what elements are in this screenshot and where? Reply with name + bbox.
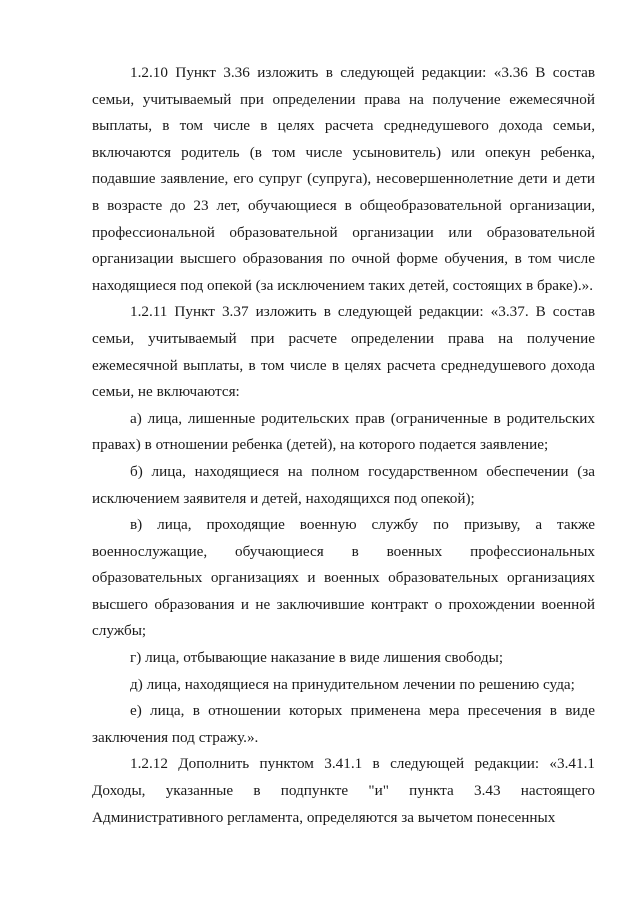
paragraph-1-2-12: 1.2.12 Дополнить пунктом 3.41.1 в следующей редакции: «3.41.1 Доходы, указанные в подпункте "и" пункта 3.43 настоящего Административного регламента, определяются за вычетом понесенных	[92, 755, 595, 826]
list-item-g: г) лица, отбывающие наказание в виде лишения свободы;	[130, 649, 504, 667]
list-item-d: д) лица, находящиеся на принудительном лечении по решению суда;	[130, 675, 575, 693]
list-item-a: а) лица, лишенные родительских прав (ограниченные в родительских правах) в отношении ребенка (детей), на которого подается заявление;	[92, 409, 595, 454]
paragraph-1-2-10: 1.2.10 Пункт 3.36 изложить в следующей редакции: «3.36 В состав семьи, учитываемый при определении права на получение ежемесячной выплаты, в том числе в целях расчета среднедушевого дохода семьи, включаются родитель (в том числе усыновитель) или опекун ребенка, подавшие заявление, его супруг (супруга), несовершеннолетние дети и дети в возрасте до 23 лет, обучающиеся в общеобразовательной организации, профессиональной образовательной организации или образовательной организации высшего образования по очной форме обучения, в том числе находящиеся под опекой (за исключением таких детей, состоящих в браке).».	[92, 64, 595, 294]
list-item-v: в) лица, проходящие военную службу по призыву, а также военнослужащие, обучающиеся в военных профессиональных образовательных организациях и военных образовательных организациях высшего образования и не заключившие контракт о прохождении военной службы;	[92, 516, 595, 640]
document-body	[92, 60, 595, 831]
list-item-e: е) лица, в отношении которых применена мера пресечения в виде заключения под стражу.».	[92, 702, 595, 746]
list-item-b: б) лица, находящиеся на полном государственном обеспечении (за исключением заявителя и детей, находящихся под опекой);	[92, 462, 595, 507]
paragraph-1-2-11: 1.2.11 Пункт 3.37 изложить в следующей редакции: «3.37. В состав семьи, учитываемый при расчете определении права на получение ежемесячной выплаты, в том числе в целях расчета среднедушевого дохода семьи, не включаются:	[92, 303, 595, 401]
